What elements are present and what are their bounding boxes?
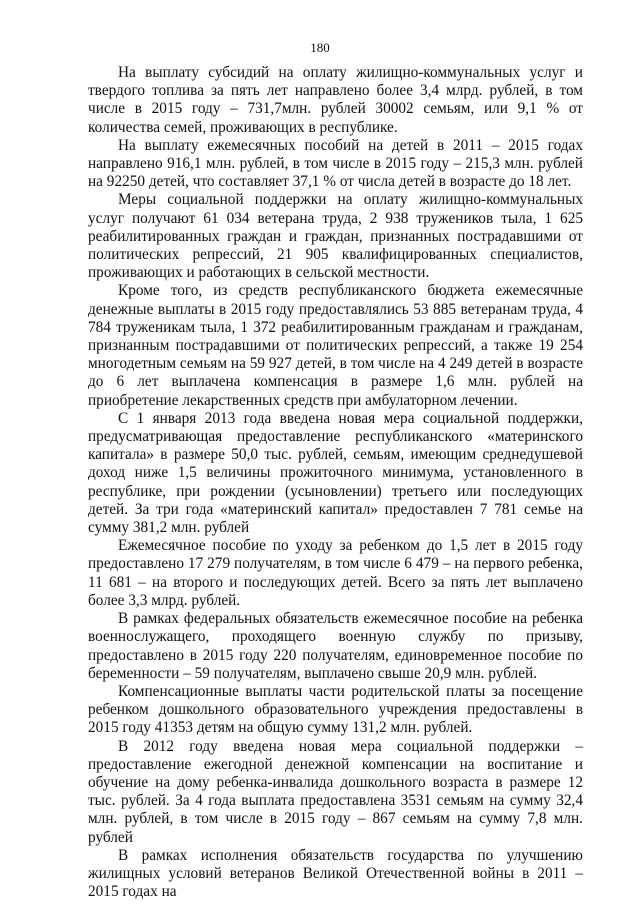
paragraph-housing-subsidies: На выплату субсидий на оплату жилищно-коммунальных услуг и твердого топлива за пять лет направлено более 3,4 млрд. рублей, в том числе в 2015 году – 731,7млн. рублей 30002 семьям, или 9,1 % от количества семей, проживающих в республике. [88, 64, 583, 136]
paragraph-child-benefits: На выплату ежемесячных пособий на детей в 2011 – 2015 годах направлено 916,1 млн. рублей, в том числе в 2015 году – 215,3 млн. рублей на 92250 детей, что составляет 37,1 % от числа детей в возрасте до 18 лет. [88, 136, 583, 191]
paragraph-maternity-capital: С 1 января 2013 года введена новая мера социальной поддержки, предусматривающая предоставление республиканского «материнского капитала» в размере 50,0 тыс. рублей, семьям, имеющим среднедушевой доход ниже 1,5 величины прожиточного минимума, установленного в республике, при рождении (усыновлении) третьего или последующих детей. За три года «материнский капитал» предоставлен 7 781 семье на сумму 381,2 млн. рублей [88, 409, 583, 537]
paragraph-federal-obligations: В рамках федеральных обязательств ежемесячное пособие на ребенка военнослужащего, проходящего военную службу по призыву, предоставлено в 2015 году 220 получателям, единовременное пособие по беременности – 59 получателям, выплачено свыше 20,9 млн. рублей. [88, 610, 583, 682]
paragraph-disabled-child-compensation: В 2012 году введена новая мера социальной поддержки – предоставление ежегодной денежной компенсации на воспитание и обучение на дому ребенка-инвалида дошкольного возраста в размере 12 тыс. рублей. За 4 года выплата предоставлена 3531 семьям на сумму 32,4 млн. рублей, в том числе в 2015 году – 867 семьям на сумму 7,8 млн. рублей [88, 737, 583, 846]
page-number: 180 [310, 40, 330, 55]
body-text [88, 64, 583, 901]
paragraph-utility-support: Меры социальной поддержки на оплату жилищно-коммунальных услуг получают 61 034 ветерана труда, 2 938 тружеников тыла, 1 625 реабилитированных граждан и граждан, признанных пострадавшими от политических репрессий, 21 905 квалифицированных специалистов, проживающих и работающих в сельской местности. [88, 191, 583, 282]
paragraph-veterans-housing: В рамках исполнения обязательств государства по улучшению жилищных условий ветеранов Великой Отечественной войны в 2011 – 2015 годах на [88, 846, 583, 901]
paragraph-preschool-compensation: Компенсационные выплаты части родительской платы за посещение ребенком дошкольного образовательного учреждения предоставлены в 2015 году 41353 детям на общую сумму 131,2 млн. рублей. [88, 682, 583, 737]
paragraph-childcare-allowance: Ежемесячное пособие по уходу за ребенком до 1,5 лет в 2015 году предоставлено 17 279 получателям, в том числе 6 479 – на первого ребенка, 11 681 – на второго и последующих детей. Всего за пять лет выплачено более 3,3 млрд. рублей. [88, 537, 583, 609]
paragraph-monthly-payments: Кроме того, из средств республиканского бюджета ежемесячные денежные выплаты в 2015 году предоставлялись 53 885 ветеранам труда, 4 784 труженикам тыла, 1 372 реабилитированным гражданам и гражданам, признанным пострадавшими от политических репрессий, а также 19 254 многодетным семьям на 59 927 детей, в том числе на 4 249 детей в возрасте до 6 лет выплачена компенсация в размере 1,6 млн. рублей на приобретение лекарственных средств при амбулаторном лечении. [88, 282, 583, 409]
